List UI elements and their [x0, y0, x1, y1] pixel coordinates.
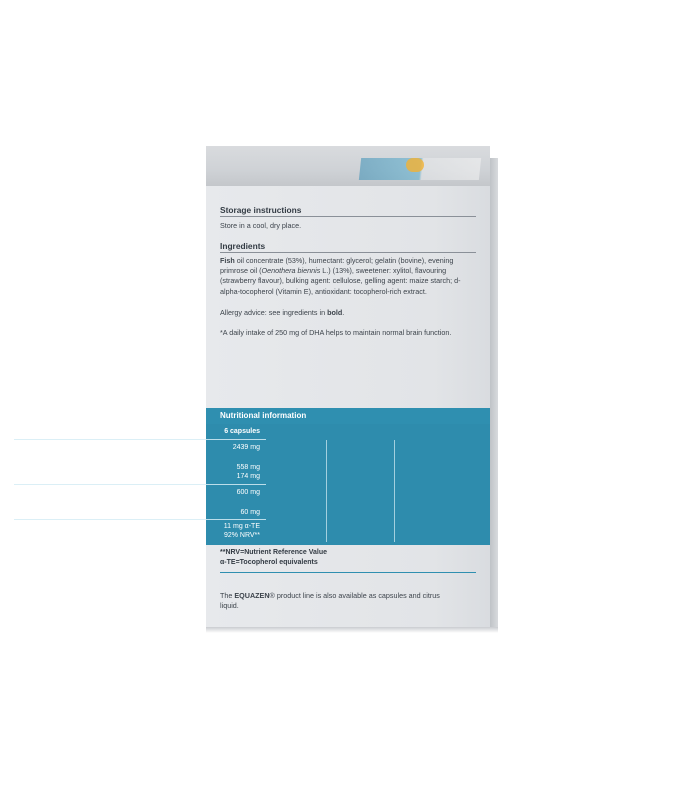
brand-name: EQUAZEN — [234, 591, 270, 600]
ingredients-latin-name: Oenothera biennis — [261, 266, 321, 276]
ingredients-title: Ingredients — [220, 241, 266, 251]
nutrition-col-separator — [394, 440, 395, 542]
box-side-edge — [490, 158, 498, 628]
nutrition-bottom-edge — [206, 542, 490, 545]
ingredients-text: Fish oil concentrate (53%), humectant: glycerol; gelatin (bovine), evening primrose oil (Oenothera biennis L.) (13%), sweetener: xylitol, flavouring (strawberry flavour), bulking agent: cellulose, gelling agent: maize starch; d-alpha-tocopherol (Vitamin E), antioxidant: tocopherol-rich extract. — [220, 256, 461, 296]
nutrition-col-6-capsules: 6 capsules — [224, 428, 260, 435]
box-bottom-shadow — [206, 627, 498, 633]
allergy-advice: Allergy advice: see ingredients in bold. — [220, 308, 345, 317]
storage-divider — [220, 216, 476, 217]
ate-footnote: α-TE=Tocopherol equivalents — [220, 559, 318, 566]
storage-text: Store in a cool, dry place. — [220, 221, 302, 230]
nutrition-header-line — [14, 439, 266, 440]
nutrition-col-separator — [326, 440, 327, 542]
nutrition-col-2-capsules: 2 capsules — [156, 428, 192, 435]
dha-note: *A daily intake of 250 mg of DHA helps to maintain normal brain function. — [220, 328, 452, 337]
nutrition-title: Nutritional information — [220, 411, 307, 420]
storage-title: Storage instructions — [220, 205, 302, 215]
nutrition-header — [206, 408, 490, 424]
ingredients-divider — [220, 252, 476, 253]
box-top-flap — [206, 146, 490, 186]
ingredients-bold-word: Fish — [220, 256, 235, 265]
brand-logo-mark — [406, 158, 424, 172]
nutrition-row-line — [14, 519, 266, 520]
footnote-divider — [220, 572, 476, 573]
product-line-note: The EQUAZEN® product line is also available as capsules and citrus liquid. — [220, 591, 440, 611]
nrv-footnote: **NRV=Nutrient Reference Value — [220, 549, 328, 556]
nutrition-row-line — [14, 484, 266, 485]
